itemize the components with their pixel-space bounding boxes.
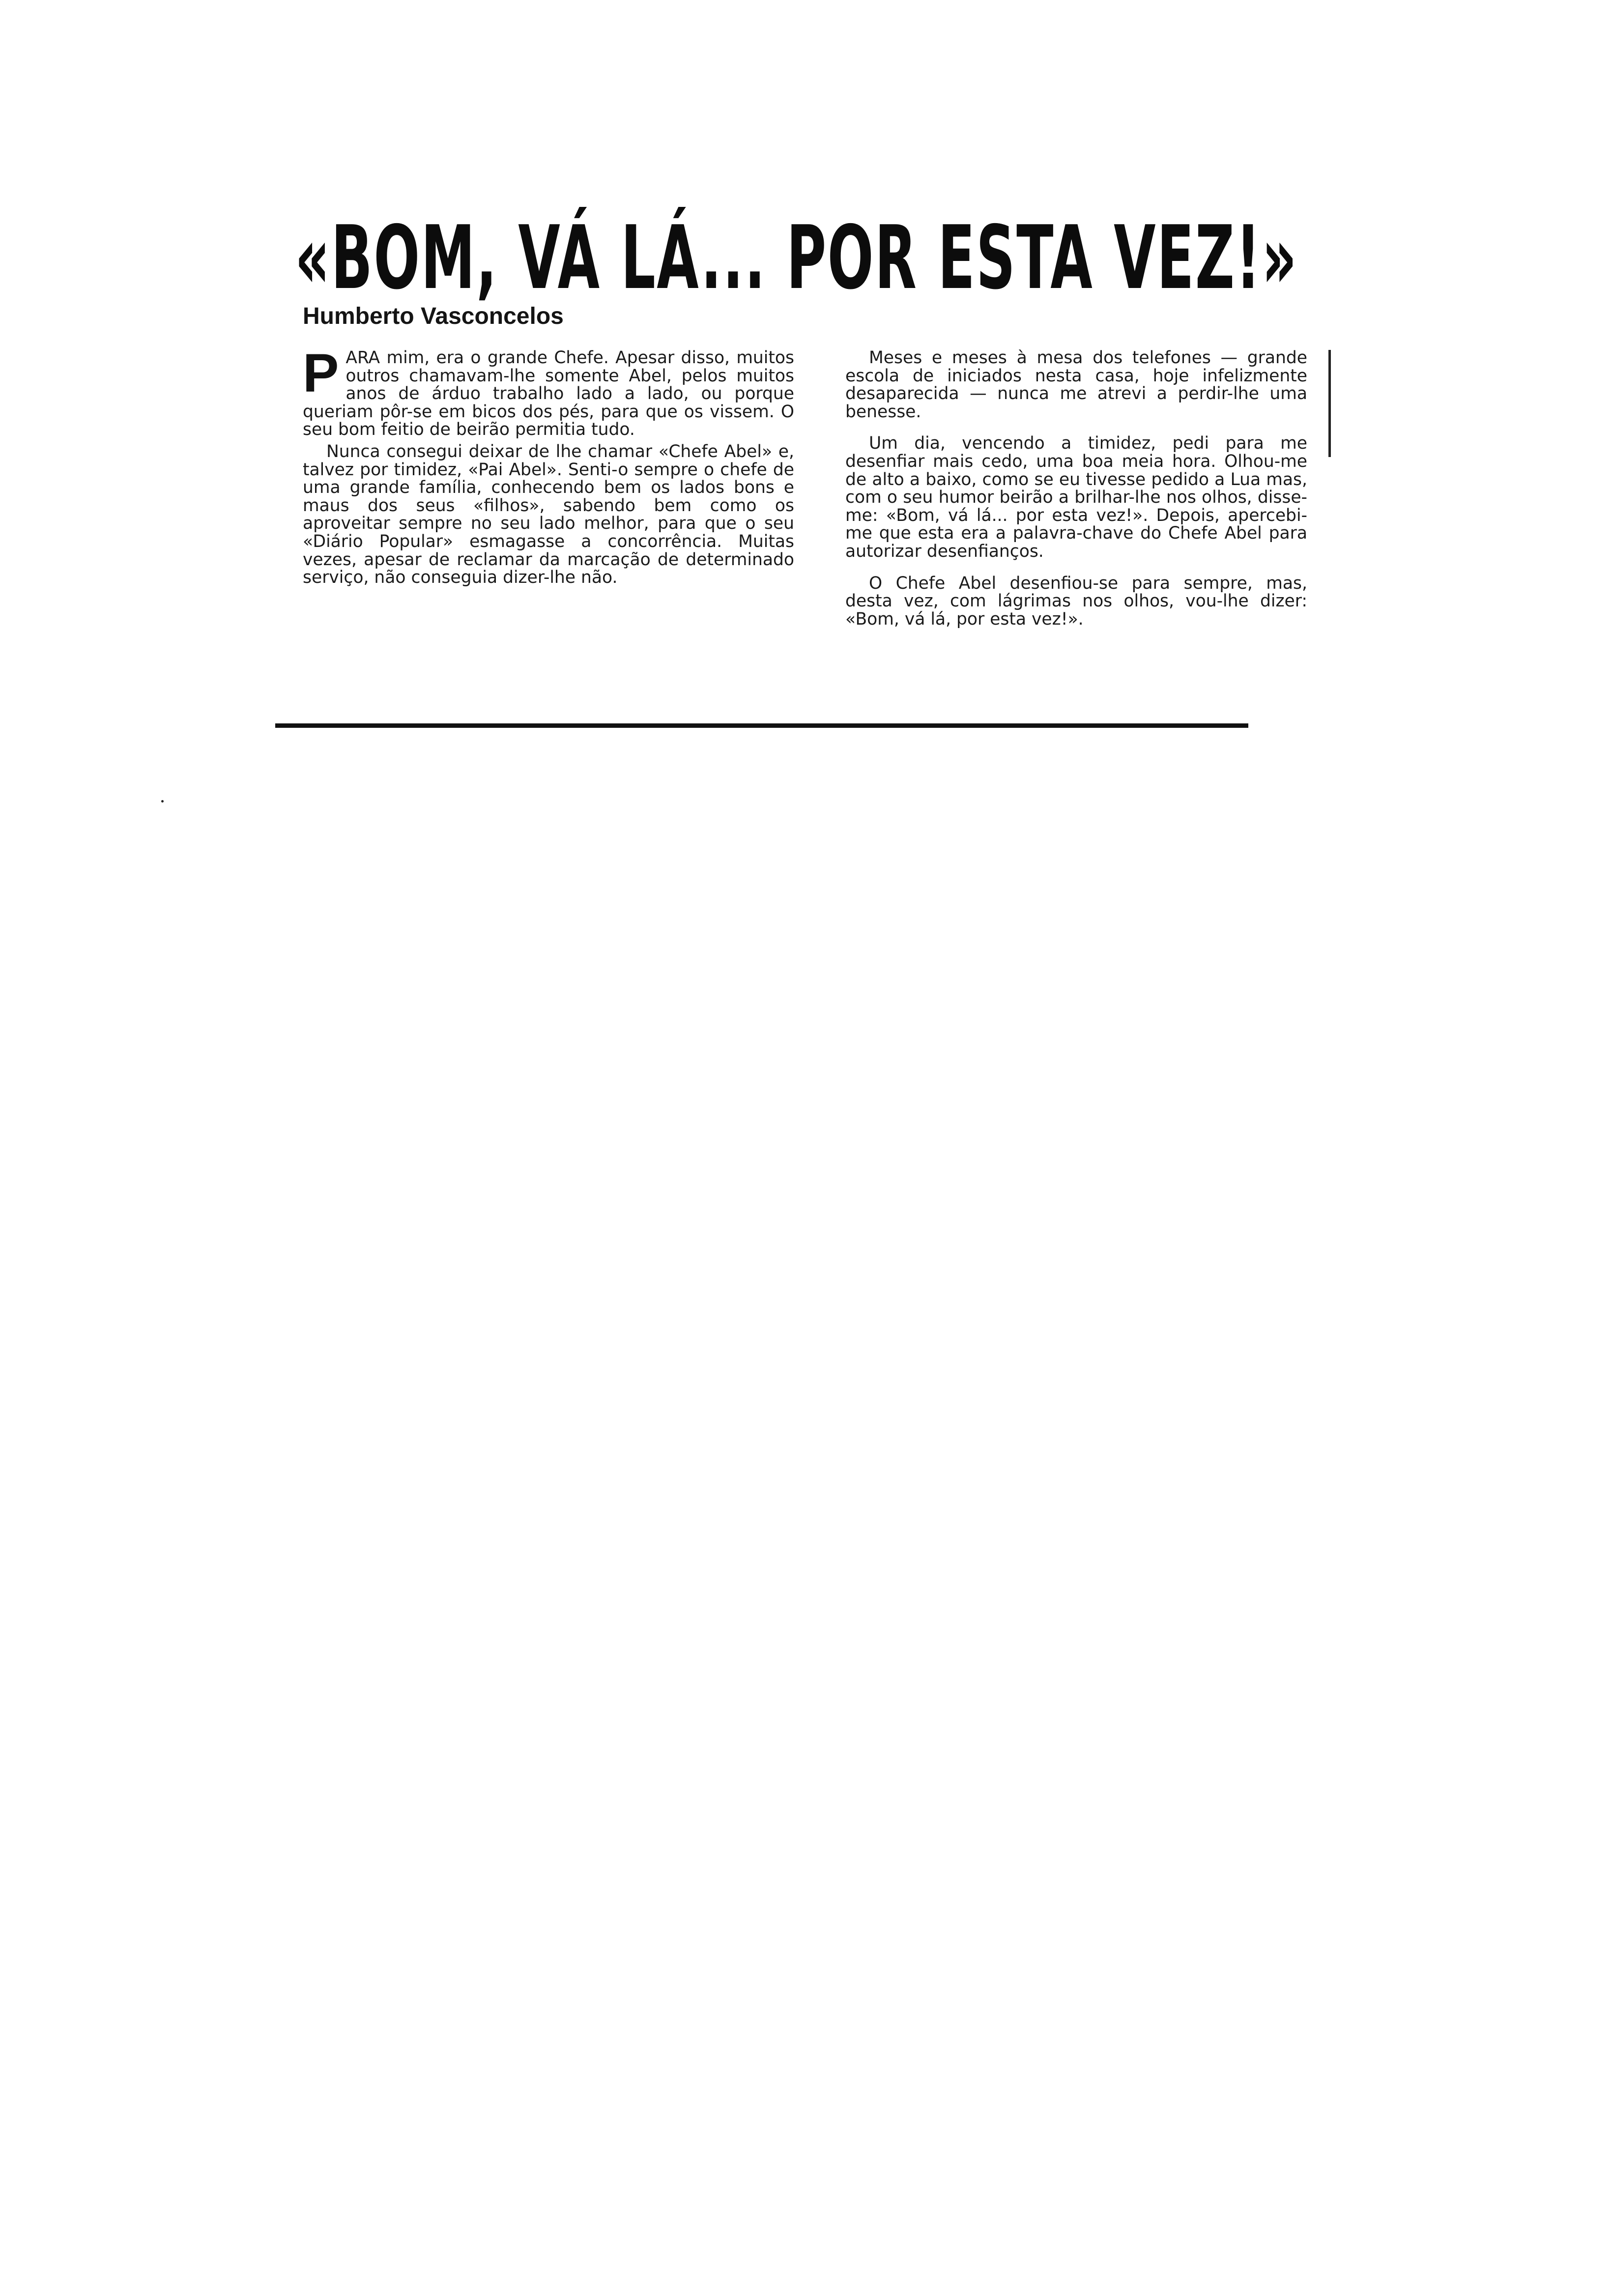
paragraph: O Chefe Abel desenfiou-se para sempre, mas, desta vez, com lágrimas nos olhos, vou-lhe dizer: «Bom, vá lá, por esta vez!».: [845, 573, 1307, 629]
paragraph-text: ARA mim, era o grande Chefe. Apesar disso, muitos outros chamavam-lhe somente Abel, pelos muitos anos de árduo trabalho lado a lado, ou porque queriam pôr-se em bicos dos pés, para que os vissem. O seu bom feitio de beirão permitia tudo.: [303, 348, 794, 440]
scan-speck: [161, 800, 164, 803]
drop-cap: P: [303, 343, 339, 403]
newspaper-clipping: [275, 177, 1327, 737]
author-byline: Humberto Vasconcelos: [303, 303, 564, 329]
paragraph: [303, 343, 794, 440]
paragraph: Meses e meses à mesa dos telefones — grande escola de iniciados nesta casa, hoje infelizmente desaparecida — nunca me atrevi a perdir-lhe uma benesse.: [845, 348, 1307, 422]
column-rule: [1328, 350, 1331, 457]
article-column-left: [303, 343, 794, 591]
headline: «BOM, VÁ LÁ... POR ESTA VEZ!»: [295, 207, 1298, 309]
paragraph: Nunca consegui deixar de lhe chamar «Chefe Abel» e, talvez por timidez, «Pai Abel». Senti-o sempre o chefe de uma grande família, conhecendo bem os lados bons e maus dos seus «filhos», sabendo bem como os aproveitar sempre no seu lado melhor, para que o seu «Diário Popular» esmagasse a concorrência. Muitas vezes, apesar de reclamar da marcação de determinado serviço, não conseguia dizer-lhe não.: [303, 441, 794, 588]
bottom-rule: [275, 723, 1248, 728]
paragraph: Um dia, vencendo a timidez, pedi para me desenfiar mais cedo, uma boa meia hora. Olhou-me de alto a baixo, como se eu tivesse pedido a Lua mas, com o seu humor beirão a brilhar-lhe nos olhos, disse-me: «Bom, vá lá... por esta vez!». Depois, apercebi-me que esta era a palavra-chave do Chefe Abel para autorizar desenfianços.: [845, 433, 1307, 561]
article-column-right: [845, 349, 1307, 632]
